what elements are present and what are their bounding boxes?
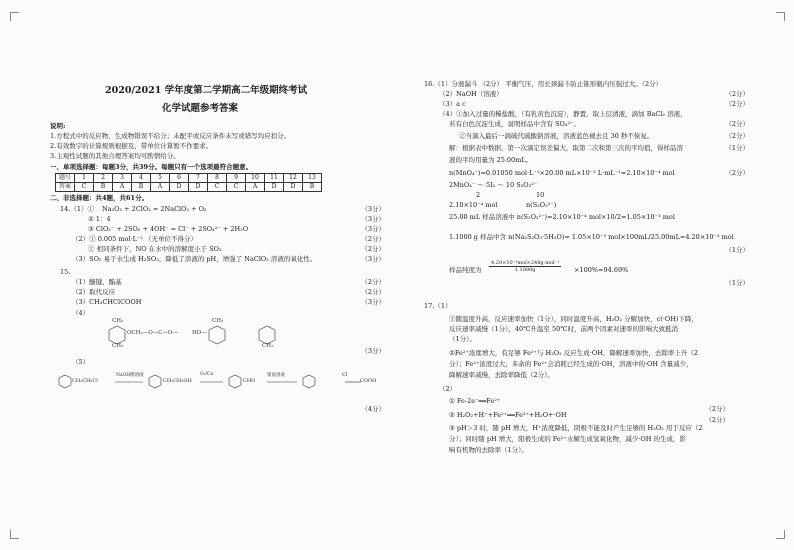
q16-line: 2.10×10⁻⁴ mol [449, 201, 498, 209]
fraction-denominator: 1.1000g [514, 267, 536, 273]
q16-score: （1分） [725, 279, 749, 287]
q16-line: n(S₂O₃²⁻) [526, 201, 557, 209]
answer-cell: A [113, 183, 132, 192]
answer-cell: C [227, 183, 246, 192]
structure-text: HO— [192, 330, 207, 336]
q16-score: （1分） [725, 246, 749, 254]
section2-heading: 二、非选择题：共4题，共61分。 [50, 194, 149, 202]
fraction-numerator: 4.20×10⁻³mol×248g·mol⁻¹ [491, 260, 560, 266]
instructions-heading: 说明: [50, 122, 66, 130]
q17-line: （1分）。 [449, 335, 476, 343]
exam-subtitle: 化学试题参考答案 [162, 103, 239, 114]
q16-line: n(MnO₄⁻)=0.01050 mol·L⁻¹×20.00 mL×10⁻³ L·mL⁻¹=2.10×10⁻⁴ mol [449, 169, 675, 177]
q15-score-1: （2分） [361, 278, 385, 286]
q17-line: ①随温度升高，反应速率加快（1分），同时温度升高，H₂O₂ 分解加快，c(·OH)下降， [449, 315, 698, 323]
question-number: 5 [151, 174, 170, 183]
question-number: 12 [284, 174, 303, 183]
row-label-answer: 答案 [56, 183, 75, 192]
route-text: O₂/Cu [200, 372, 214, 377]
question-number: 4 [132, 174, 151, 183]
q14-score-3: （3分） [361, 225, 385, 233]
q14-answer-4: （2）① 0.005 mol·L⁻¹ （无单位不得分） [72, 235, 198, 243]
q14-score-6: （3分） [361, 255, 385, 263]
q15-answer-1: （1）醚键、酯基 [72, 278, 122, 286]
q14-answer-2: ② 1：4 [88, 215, 111, 223]
answer-table-number-row [56, 174, 322, 183]
q16-line: （4）①加入过量的稀盐酸，（有乳黄色沉淀），静置，取上层清液，滴加 BaCl₂ 溶液， [439, 110, 687, 118]
answer-table [55, 173, 322, 192]
question-number: 6 [170, 174, 189, 183]
route-text: 银氨溶液 [267, 373, 285, 378]
q16-line: （3）a c [439, 100, 466, 108]
question-number: 9 [227, 174, 246, 183]
structure-text: CH₃ [112, 318, 124, 324]
q15-score-5: （4分） [361, 405, 385, 413]
exam-title: 2020/2021 学年度第二学期高二年级期终考试 [105, 85, 308, 96]
q16-purity-result: ×100%=94.69% [574, 266, 629, 274]
q16-purity-label: 样品纯度为 [449, 266, 482, 274]
answer-cell: D [284, 183, 303, 192]
structure-text: CH₃ [262, 343, 274, 349]
q14-label: 14.（1）① [60, 205, 94, 213]
q16-line: （2）NaOH（溶液） [439, 90, 503, 98]
q14-score-1: （3分） [361, 205, 385, 213]
structure-text: CH₃ [212, 318, 224, 324]
q16-line: 若有白色沉淀生成，说明样品中含有 SO₄²⁻。 [449, 120, 580, 128]
q14-answer-5: ② 相同条件下，NO 在水中的溶解度小于 SO₂ [88, 245, 222, 253]
q16-line: ②当滴入最后一滴硫代硫酸钠溶液，溶液蓝色褪去且 30 秒不恢复。 [459, 132, 654, 140]
q17-line: 分）；Fe²⁺浓度过大，多余的 Fe²⁺会消耗已经生成的·OH，溶液中的·OH 含量减少， [449, 360, 693, 368]
answer-cell: B [303, 183, 322, 192]
question-number: 2 [94, 174, 113, 183]
route-text: CH₂CH₂Cl [72, 378, 98, 384]
route-text: CHO [243, 378, 256, 384]
answer-table-answer-row [56, 183, 322, 192]
question-number: 10 [246, 174, 265, 183]
q16-line: 2 [476, 191, 481, 199]
structure-text: CH₃ [112, 343, 124, 349]
q16-line: 16.（1）分液漏斗 （2分） 平衡气压，用长颈漏斗防止锥形瓶内压强过大。（2分） [424, 80, 663, 88]
instruction-item: 1.方程式中的反应物、生成物错误不给分；未配平或反应条件未写或错写均应扣分。 [50, 132, 291, 140]
answer-cell: A [151, 183, 170, 192]
q16-score: （2分） [725, 169, 749, 177]
q15-answer-2: （2）取代反应 [72, 288, 116, 296]
instruction-item: 2.有效数字的计算规则根据及，带单位计算暂不作要求。 [50, 142, 213, 150]
q16-line: 1.1000 g 样品中含 n(Na₂S₂O₃·5H₂O)= 1.05×10⁻³ mol×100mL/25.00mL=4.20×10⁻³ mol [449, 233, 734, 241]
q14-equation-1: Na₂O₂ + 2ClO₂ = 2NaClO₂ + O₂ [102, 205, 207, 213]
q15-answer-5-label: （5） [72, 358, 90, 366]
q16-line: 2MnO₄⁻ ～ 5I₂ ～ 10 S₂O₃²⁻ [449, 181, 538, 189]
question-number: 11 [265, 174, 284, 183]
q14-score-4: （2分） [361, 235, 385, 243]
q16-score: （1分） [725, 144, 749, 152]
question-number: 8 [208, 174, 227, 183]
q17-line: 降解速率减慢，去除率降低（2分）。 [449, 371, 554, 379]
answer-cell: D [170, 183, 189, 192]
q17-line: ① Fe-2e⁻══Fe²⁺ [449, 397, 501, 405]
q17-score: （2分） [705, 405, 729, 413]
q15-answer-4-label: （4） [72, 309, 90, 317]
answer-cell: D [265, 183, 284, 192]
q15-answer-3: （3）CH₃CHClCOOH [72, 298, 142, 306]
q17-line: ③ pH＞3 时，随 pH 增大，H⁺浓度降低，阴极不能及时产生足够的 H₂O₂ 用于反应（2 [449, 424, 703, 432]
q15-score-4: （3分） [361, 347, 385, 355]
q17-line: ② H₂O₂+H⁺+Fe²⁺══Fe³⁺+H₂O+·OH [449, 411, 567, 419]
crop-mark [776, 12, 785, 21]
q17-line: 分）；同时随 pH 增大，阳极生成的 Fe²⁺水解生成氢氧化物，减少·OH 的生成，影 [449, 435, 686, 443]
route-text: CH₂CH₂OH [163, 378, 192, 384]
q16-score: （2分） [725, 100, 749, 108]
crop-mark [10, 12, 19, 21]
q16-line: 液的平均用量为 25.00mL。 [449, 156, 533, 164]
q16-score: （2分） [725, 90, 749, 98]
q15-label: 15. [60, 268, 71, 276]
q17-line: ②Fe²⁺浓度增大，有足够 Fe²⁺与 H₂O₂ 反应生成·OH，降解速率加快，去除率上升（2 [449, 349, 699, 357]
q17-line: 反应速率减慢（1分），40℃升温至 50℃时，前两个因素对速率的影响大致抵消 [449, 325, 679, 333]
route-text: Cl [342, 372, 348, 378]
answer-cell: A [246, 183, 265, 192]
answer-cell: B [132, 183, 151, 192]
answer-cell: C [75, 183, 94, 192]
q14-score-5: （2分） [361, 245, 385, 253]
q17-line: 响有机物的去除率（1分）。 [449, 446, 528, 454]
q16-line: 10 [536, 191, 545, 199]
left-column [50, 0, 385, 550]
answer-cell: D [189, 183, 208, 192]
q16-score: （2分） [725, 120, 749, 128]
q17-line: （2） [439, 385, 457, 393]
structure-q15-4 [95, 318, 325, 356]
question-number: 1 [75, 174, 94, 183]
q15-score-2: （2分） [361, 288, 385, 296]
crop-mark [10, 530, 19, 539]
crop-mark [776, 530, 785, 539]
q16-line: 解：根据表中数据，第一次滴定误差偏大，取第二次和第三次的平均值，得样品溶 [449, 144, 683, 152]
synthesis-route-q15-5 [55, 368, 385, 396]
section1-heading: 一、单项选择题：每题3分，共39分。每题只有一个选项最符合题意。 [50, 163, 253, 171]
route-text: COOH [360, 378, 377, 384]
row-label-question: 题号 [56, 174, 75, 183]
question-number: 13 [303, 174, 322, 183]
question-number: 7 [189, 174, 208, 183]
answer-cell: C [208, 183, 227, 192]
q15-score-3: （3分） [361, 298, 385, 306]
q17-line: 17.（1） [424, 302, 452, 310]
q16-line: 25.00 mL 样品溶液中 n(S₂O₃²⁻)=2.10×10⁻⁴ mol×10/2=1.05×10⁻³ mol [449, 213, 675, 221]
structure-text: OCH₂—O—C—O— [127, 330, 178, 336]
purity-fraction [489, 260, 561, 273]
q14-score-2: （3分） [361, 215, 385, 223]
route-text: NaOH醇溶液 [116, 373, 144, 378]
answer-cell: B [94, 183, 113, 192]
q14-answer-6: （3）SO₂ 易于水生成 H₂SO₃，降低了溶液的 pH，增强了 NaClO₂ 溶液的氧化性。 [72, 255, 317, 263]
question-number: 3 [113, 174, 132, 183]
right-column [414, 0, 749, 550]
instruction-item: 3.主观性试题的其他合理答案均可酌情给分。 [50, 152, 180, 160]
q14-equation-3: ③ ClO₂⁻ + 2SO₂ + 4OH⁻ = Cl⁻ + 2SO₄²⁻ + 2H₂O [88, 225, 249, 233]
q16-score: （2分） [725, 132, 749, 140]
q17-score: （2分） [705, 416, 729, 424]
